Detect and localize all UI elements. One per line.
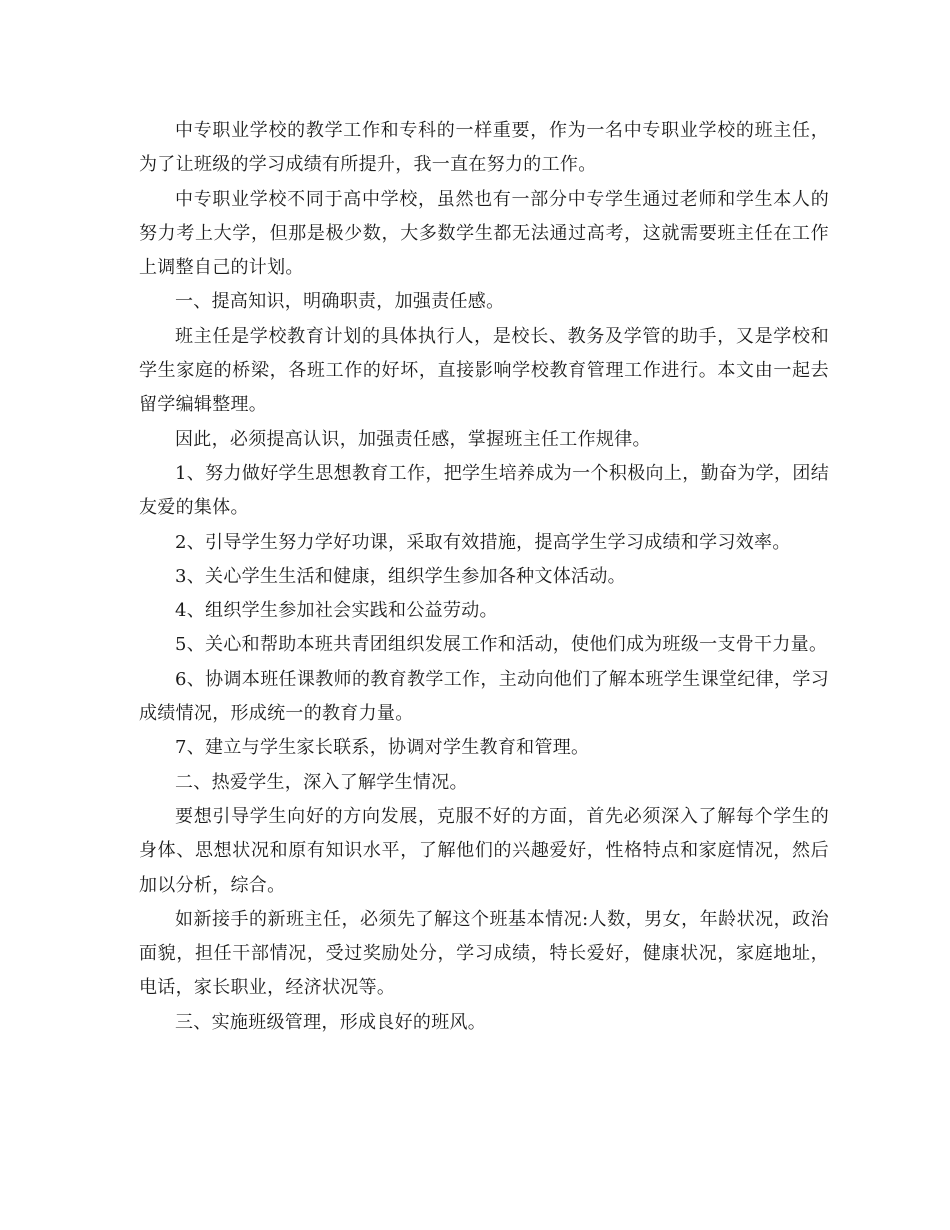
list-item: 6、协调本班任课教师的教育教学工作，主动向他们了解本班学生课堂纪律，学习成绩情况，形成统一的教育力量。: [139, 668, 829, 725]
list-item: 7、建立与学生家长联系，协调对学生教育和管理。: [175, 737, 590, 759]
paragraph: 班主任是学校教育计划的具体执行人，是校长、教务及学管的助手，又是学校和学生家庭的桥梁，各班工作的好坏，直接影响学校教育管理工作进行。本文由一起去留学编辑整理。: [139, 325, 829, 416]
section-heading: 二、热爱学生，深入了解学生情况。: [175, 771, 468, 793]
document-body: [139, 114, 829, 1040]
list-item: 1、努力做好学生思想教育工作，把学生培养成为一个积极向上，勤奋为学，团结友爱的集体。: [139, 462, 829, 519]
list-item: 5、关心和帮助本班共青团组织发展工作和活动，使他们成为班级一支骨干力量。: [175, 634, 828, 656]
list-item: 2、引导学生努力学好功课，采取有效措施，提高学生学习成绩和学习效率。: [175, 531, 791, 553]
paragraph: 中专职业学校的教学工作和专科的一样重要，作为一名中专职业学校的班主任，为了让班级的学习成绩有所提升，我一直在努力的工作。: [139, 120, 829, 176]
paragraph: 中专职业学校不同于高中学校，虽然也有一部分中专学生通过老师和学生本人的努力考上大学，但那是极少数，大多数学生都无法通过高考，这就需要班主任在工作上调整自己的计划。: [139, 188, 829, 279]
paragraph: 要想引导学生向好的方向发展，克服不好的方面，首先必须深入了解每个学生的身体、思想状况和原有知识水平，了解他们的兴趣爱好，性格特点和家庭情况，然后加以分析，综合。: [139, 805, 829, 896]
paragraph: 因此，必须提高认识，加强责任感，掌握班主任工作规律。: [175, 428, 651, 450]
paragraph: 如新接手的新班主任，必须先了解这个班基本情况:人数，男女，年龄状况，政治面貌，担任干部情况，受过奖励处分，学习成绩，特长爱好，健康状况，家庭地址，电话，家长职业，经济状况等。: [139, 908, 829, 999]
list-item: 4、组织学生参加社会实践和公益劳动。: [175, 600, 498, 622]
section-heading: 三、实施班级管理，形成良好的班风。: [175, 1011, 487, 1033]
section-heading: 一、提高知识，明确职责，加强责任感。: [175, 291, 505, 313]
list-item: 3、关心学生生活和健康，组织学生参加各种文体活动。: [175, 565, 626, 587]
